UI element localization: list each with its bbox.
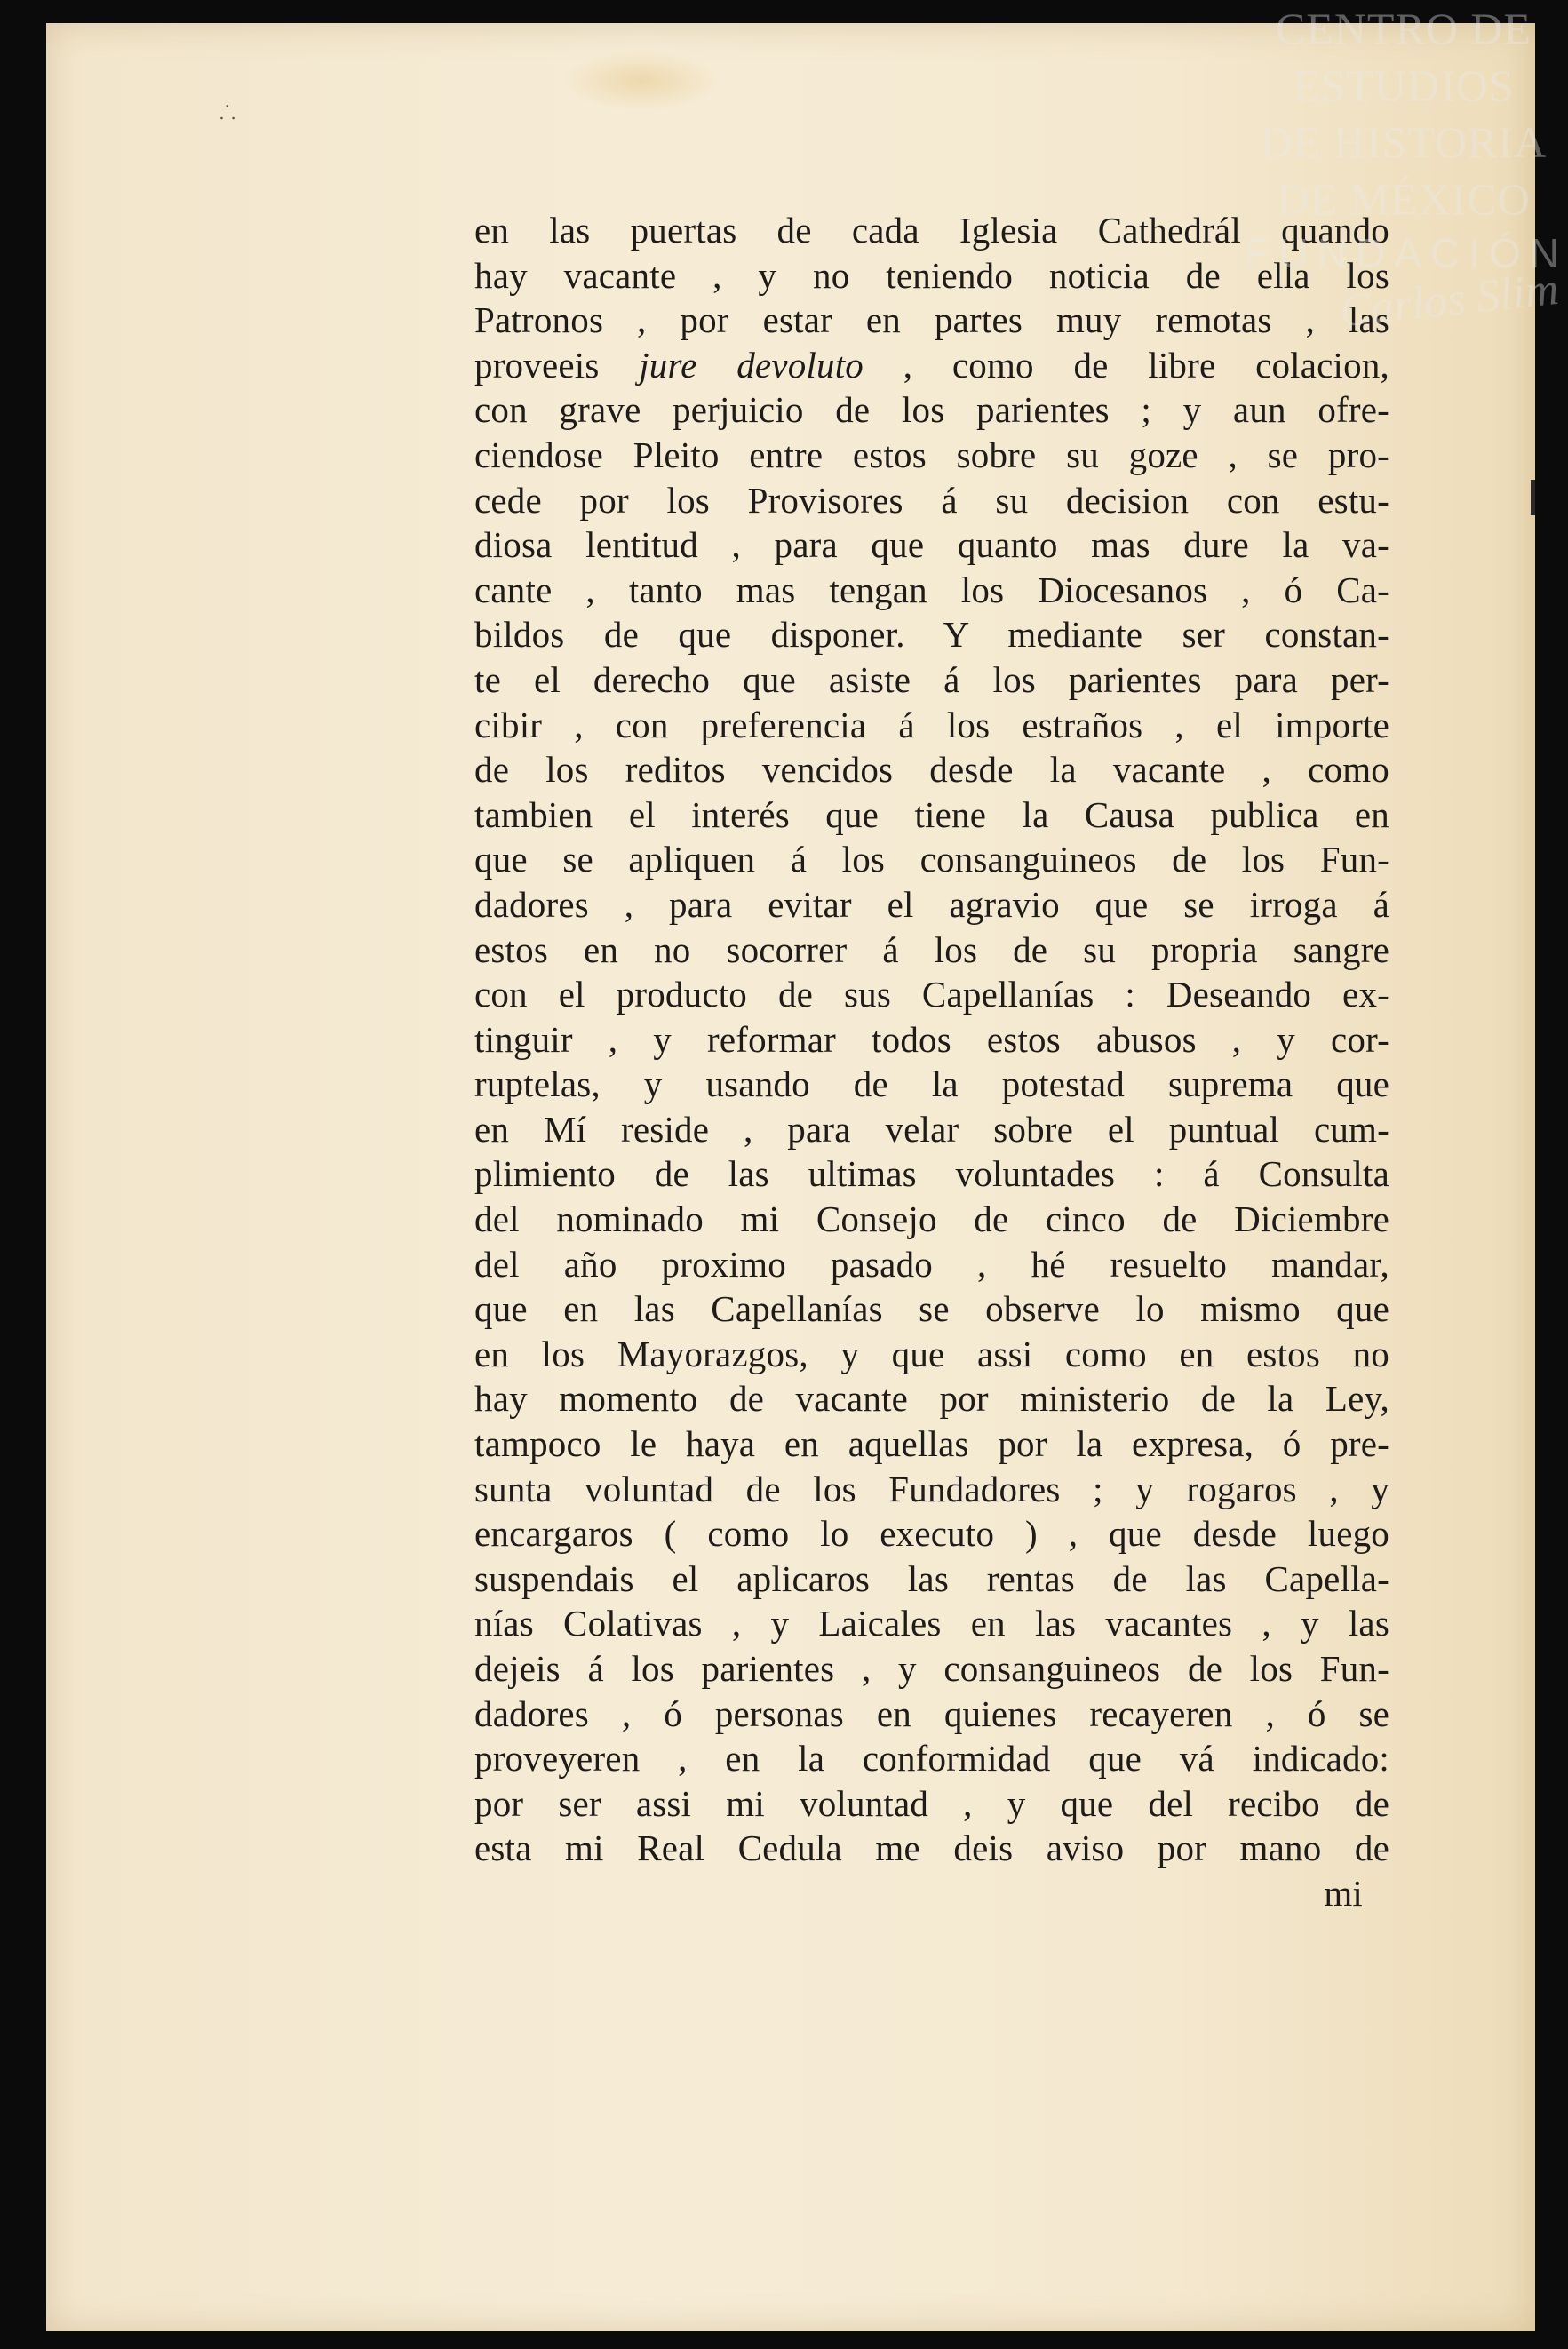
text-line: cede por los Provisores á su decision con estu- xyxy=(474,479,1389,521)
text-line: proveyeren , en la conformidad que vá indicado: xyxy=(474,1738,1389,1780)
text-line: con grave perjuicio de los parientes ; y aun ofre- xyxy=(474,389,1389,431)
edge-mark xyxy=(1531,480,1535,515)
watermark-line: CENTRO DE xyxy=(1275,4,1532,53)
paper-stain xyxy=(561,50,721,112)
watermark-foundation: FUNDACIÓN xyxy=(1245,230,1568,276)
text-line: del nominado mi Consejo de cinco de Diciembre xyxy=(474,1198,1389,1240)
text-line: del año proximo pasado , hé resuelto mandar, xyxy=(474,1243,1389,1285)
text-line: dejeis á los parientes , y consanguineos de los Fun- xyxy=(474,1648,1389,1689)
text-line: estos en no socorrer á los de su propria sangre xyxy=(474,928,1389,970)
text-line: te el derecho que asiste á los parientes para per- xyxy=(474,658,1389,700)
text-line: ciendose Pleito entre estos sobre su goze , se pro- xyxy=(474,434,1389,475)
text-line: cante , tanto mas tengan los Diocesanos , ó Ca- xyxy=(474,569,1389,610)
text-line: dadores , para evitar el agravio que se irroga á xyxy=(474,883,1389,925)
watermark-line: DE MÉXICO xyxy=(1277,174,1531,224)
body-text xyxy=(474,208,1389,1916)
text-line: en Mí reside , para velar sobre el puntual cum- xyxy=(474,1108,1389,1150)
text-line: en las puertas de cada Iglesia Cathedrál quando xyxy=(474,210,1389,251)
text-line: por ser assi mi voluntad , y que del recibo de xyxy=(474,1782,1389,1824)
text-line: esta mi Real Cedula me deis aviso por mano de xyxy=(474,1827,1389,1869)
text-line: proveeis jure devoluto , como de libre colacion, xyxy=(474,344,1389,386)
watermark-line: ESTUDIOS xyxy=(1293,60,1515,110)
text-line: dadores , ó personas en quienes recayeren , ó se xyxy=(474,1692,1389,1734)
watermark-signature: Carlos Slim xyxy=(1337,263,1561,338)
text-line: tinguir , y reformar todos estos abusos , y cor- xyxy=(474,1018,1389,1060)
text-line: tampoco le haya en aquellas por la expresa, ó pre- xyxy=(474,1423,1389,1465)
text-line: encargaros ( como lo executo ) , que desde luego xyxy=(474,1513,1389,1555)
corner-smudge: ⸫ xyxy=(219,102,236,124)
text-line: de los reditos vencidos desde la vacante , como xyxy=(474,749,1389,791)
text-line: en los Mayorazgos, y que assi como en estos no xyxy=(474,1333,1389,1374)
text-line: sunta voluntad de los Fundadores ; y rogaros , y xyxy=(474,1468,1389,1509)
text-line: que se apliquen á los consanguineos de los Fun- xyxy=(474,839,1389,880)
text-line: cibir , con preferencia á los estraños , el importe xyxy=(474,704,1389,745)
text-line: plimiento de las ultimas voluntades : á Consulta xyxy=(474,1153,1389,1195)
text-line: que en las Capellanías se observe lo mismo que xyxy=(474,1288,1389,1330)
text-line: hay momento de vacante por ministerio de la Ley, xyxy=(474,1378,1389,1420)
document-page xyxy=(46,23,1535,2331)
text-line: bildos de que disponer. Y mediante ser constan- xyxy=(474,614,1389,656)
text-line: suspendais el aplicaros las rentas de las Capella- xyxy=(474,1557,1389,1599)
text-line: hay vacante , y no teniendo noticia de ella los xyxy=(474,254,1389,296)
text-line: nías Colativas , y Laicales en las vacantes , y las xyxy=(474,1603,1389,1644)
text-line: tambien el interés que tiene la Causa publica en xyxy=(474,793,1389,835)
watermark-line: DE HISTORIA xyxy=(1260,117,1548,167)
text-line: con el producto de sus Capellanías : Deseando ex- xyxy=(474,974,1389,1015)
catchword: mi xyxy=(1324,1872,1363,1914)
text-line: Patronos , por estar en partes muy remotas , las xyxy=(474,299,1389,341)
text-line: diosa lentitud , para que quanto mas dure la va- xyxy=(474,524,1389,566)
text-line: ruptelas, y usando de la potestad suprema que xyxy=(474,1063,1389,1105)
